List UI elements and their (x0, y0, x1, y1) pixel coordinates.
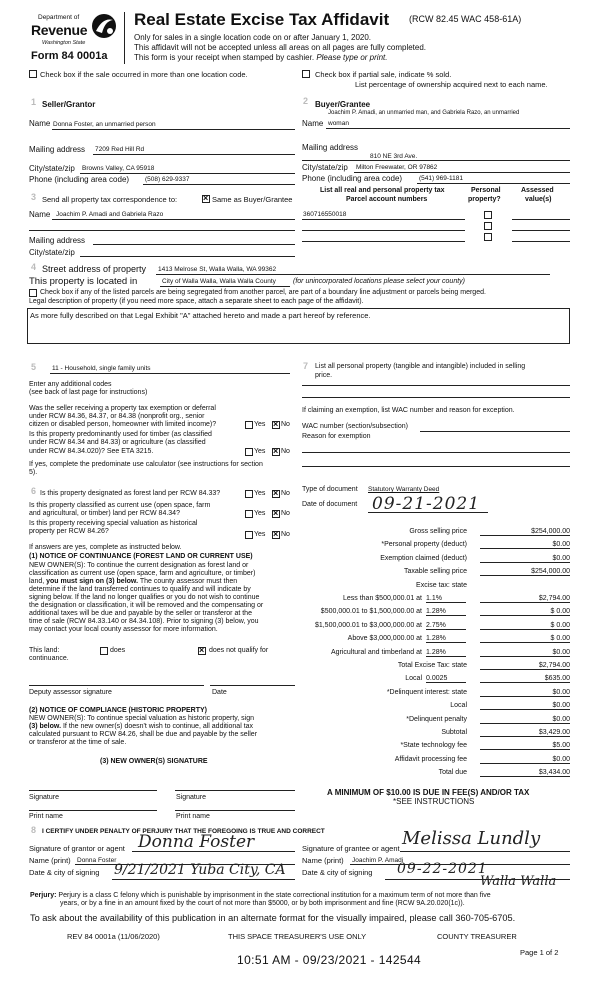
notice2-line2a: (3) below. (29, 723, 62, 730)
calc-row-label: Local (450, 702, 467, 710)
section-number-4: 4 (31, 262, 37, 272)
seller-name-label: Name (29, 119, 51, 128)
assessed-value-1[interactable] (512, 219, 570, 220)
street-field[interactable]: 1413 Melrose St, Walla Walla, WA 99362 (158, 266, 277, 273)
calc-row (302, 555, 572, 565)
partial-sale-label-2: List percentage of ownership acquired next to each name. (355, 80, 548, 89)
calc-row-value[interactable]: $0.00 (480, 555, 570, 563)
treasurer-use-label: THIS SPACE TREASURER'S USE ONLY (228, 932, 367, 941)
correspondence-city-field[interactable] (80, 256, 295, 257)
personal-label-1: List all personal property (tangible and intangible) included in selling (315, 363, 526, 370)
document-date-field[interactable]: 09-21-2021 (372, 494, 481, 514)
calc-row-label: Local (405, 675, 422, 683)
notice2-line1: NEW OWNER(S): To continue special valuation as historic property, sign (29, 715, 254, 722)
segregated-checkbox[interactable] (29, 289, 37, 297)
calc-row-value[interactable]: $0.00 (480, 689, 570, 697)
buyer-name-label: Name (302, 119, 324, 128)
new-owner-signature-title: (3) NEW OWNER(S) SIGNATURE (100, 758, 208, 765)
calc-row (302, 582, 572, 592)
continuance-label: continuance. (29, 655, 69, 662)
current-use-q-1: Is this property classified as current use (open space, farm (29, 502, 211, 509)
calc-row-label: Above $3,000,000.00 at (347, 635, 422, 643)
timber-yes-checkbox[interactable] (245, 448, 253, 456)
parcel-line-3[interactable] (302, 241, 465, 242)
perjury-line1 (30, 892, 491, 899)
calc-row-value[interactable]: $2,794.00 (480, 595, 570, 603)
new-owner-signature-1[interactable] (29, 790, 157, 791)
wac-label: WAC number (section/subsection) (302, 423, 408, 430)
calc-row-rate: 0.0025 (426, 675, 466, 683)
correspondence-extra-line (29, 230, 295, 231)
header-divider (124, 12, 125, 64)
seller-city-line (80, 173, 295, 174)
location-select-line (160, 286, 290, 287)
legal-description-text: As more fully described on that Legal Exhibit "A" attached hereto and made a part hereof by reference. (30, 311, 371, 320)
partial-sale-checkbox[interactable] (302, 70, 310, 78)
revision-label: REV 84 0001a (11/06/2020) (67, 932, 160, 941)
correspondence-name-field[interactable]: Joachim P. Amadi and Gabriela Razo (56, 211, 164, 218)
legal-label: Legal description of property (if you need more space, attach a separate sheet to each page of the affidavit). (29, 298, 364, 305)
calc-row (302, 595, 572, 605)
buyer-name-field-2[interactable]: woman (328, 120, 349, 127)
header-line1: Only for sales in a single location code on or after January 1, 2020. (134, 33, 372, 42)
deputy-signature-label: Deputy assessor signature (29, 689, 112, 696)
new-owner-print-1[interactable] (29, 810, 157, 811)
calc-row-value[interactable]: $0.00 (480, 702, 570, 710)
calc-row (302, 756, 572, 766)
calc-row (302, 622, 572, 632)
notice1-line8: time of sale (RCW 84.33.140 or 84.34.108). Prior to signing (3) below, you (29, 618, 259, 625)
street-label: Street address of property (42, 264, 147, 274)
page-number: Page 1 of 2 (520, 948, 559, 957)
grantee-date-label: Date & city of signing (302, 868, 373, 877)
calc-row-value[interactable]: $0.00 (480, 716, 570, 724)
section-number-8: 8 (31, 825, 37, 835)
buyer-name-field-1[interactable]: Joachim P. Amadi, an unmarried man, and Gabriela Razo, an unmarried (328, 110, 520, 116)
q-calculator-1: If yes, complete the predominate use calculator (see instructions for section (29, 461, 263, 468)
land-does-not-checkbox[interactable] (198, 647, 206, 655)
print-name-label-1: Print name (29, 813, 63, 820)
document-type-field[interactable]: Statutory Warranty Deed (368, 486, 440, 493)
calc-row (302, 662, 572, 672)
seller-city-label: City/state/zip (29, 164, 75, 173)
grantee-date-field[interactable]: 09-22-2021 (397, 861, 488, 877)
calc-row-value[interactable]: $3,434.00 (480, 769, 570, 777)
notice-compliance-title: (2) NOTICE OF COMPLIANCE (HISTORIC PROPERTY) (29, 707, 207, 714)
notice1-line5: signing below. If the land no longer qualifies or you do not wish to continue (29, 594, 260, 601)
calc-row-label: *Delinquent interest: state (386, 688, 467, 696)
buyer-mail-field[interactable]: 810 NE 3rd Ave. (370, 153, 418, 160)
personal-property-field-1[interactable] (302, 385, 570, 386)
timber-yes-label: Yes (254, 448, 266, 455)
legal-description-field[interactable] (27, 308, 570, 344)
seller-name-line (52, 129, 295, 130)
q-timber-3: under RCW 84.34.020)? See ETA 3215. (29, 448, 154, 455)
calc-row (302, 649, 572, 659)
seller-mail-line (93, 154, 295, 155)
personal-property-checkbox-1[interactable] (484, 211, 492, 219)
document-date-line (368, 512, 488, 513)
q-calculator-2: 5). (29, 469, 38, 476)
exemption-label: If claiming an exemption, list WAC number and reason for exception. (302, 407, 515, 414)
forest-no-label: No (281, 490, 290, 497)
calc-row-rate: 1.28% (426, 608, 466, 616)
exemption-yes-label: Yes (254, 421, 266, 428)
signature-label-2: Signature (176, 794, 206, 801)
correspondence-name-line (52, 219, 295, 220)
calc-row (302, 742, 572, 752)
calc-row (302, 675, 572, 685)
timber-no-checkbox[interactable] (272, 448, 280, 456)
calc-row-value[interactable]: $ 0.00 (480, 608, 570, 616)
assessed-value-3[interactable] (512, 241, 570, 242)
deputy-date-label: Date (212, 689, 227, 696)
current-use-no-checkbox[interactable] (272, 510, 280, 518)
section-number-1: 1 (31, 97, 37, 107)
land-use-line (50, 373, 290, 374)
buyer-city-label: City/state/zip (302, 163, 348, 172)
q-exemption-3: citizen or disabled person, homeowner with limited income)? (29, 421, 217, 428)
reason-label: Reason for exemption (302, 433, 371, 440)
additional-codes-label-2: (see back of last page for instructions) (29, 389, 148, 396)
document-date-label: Date of document (302, 501, 358, 508)
new-owner-print-2[interactable] (175, 810, 295, 811)
parcel-col-header-2: Personal (471, 187, 501, 194)
located-hint: (for unincorporated locations please select your county) (293, 278, 465, 285)
perjury-line2: years, or by a fine in an amount fixed by the court of not more than $5000, or by both imprisonment and fine (RCW 9A.20.020(1c)). (60, 900, 465, 907)
buyer-phone-field[interactable]: (541) 969-1181 (419, 175, 463, 182)
grantee-name-field[interactable]: Joachim P. Amadi (352, 857, 404, 864)
notice2-line2 (29, 723, 253, 730)
parcel-number-1[interactable]: 360716550018 (303, 211, 347, 218)
section-number-7: 7 (303, 361, 309, 371)
grantee-signature-field[interactable]: Melissa Lundly (402, 828, 541, 849)
historic-no-checkbox[interactable] (272, 531, 280, 539)
located-label: This property is located in (29, 276, 138, 287)
calc-row-label: *Personal property (deduct) (381, 541, 467, 549)
historic-yes-label: Yes (254, 531, 266, 538)
seller-phone-line (143, 184, 295, 185)
new-owner-signature-2[interactable] (175, 790, 295, 791)
perjury-label: Perjury: (30, 892, 57, 899)
correspondence-city-label: City/state/zip (29, 248, 75, 257)
buyer-name-line (326, 128, 570, 129)
personal-label-2: price. (315, 372, 333, 379)
revenue-logo-icon (90, 11, 118, 41)
calc-row-label: Taxable selling price (403, 568, 467, 576)
parcel-col-header-3b: value(s) (525, 196, 552, 203)
forest-yes-checkbox[interactable] (245, 490, 253, 498)
parcel-col-header-1: List all real and personal property tax (320, 187, 445, 194)
grantee-signature-label: Signature of grantee or agent (302, 844, 400, 853)
buyer-phone-label: Phone (including area code) (302, 174, 403, 183)
calc-row (302, 608, 572, 618)
calc-row-rate: 1.28% (426, 649, 466, 657)
header-line3 (134, 53, 387, 62)
notice2-line4: or transferor at the time of sale. (29, 739, 127, 746)
calc-row-label: Total due (438, 769, 467, 777)
calc-row-value[interactable]: $5.00 (480, 742, 570, 750)
grantor-name-label: Name (print) (29, 856, 71, 865)
notice1-line3b: you must sign on (3) below. (46, 578, 139, 585)
q-exemption-1: Was the seller receiving a property tax exemption or deferral (29, 405, 216, 412)
calc-row-value[interactable]: $0.00 (480, 756, 570, 764)
seller-heading: Seller/Grantor (42, 100, 96, 109)
calc-row-value[interactable]: $0.00 (480, 541, 570, 549)
parcel-line-2[interactable] (302, 230, 465, 231)
treasurer-stamp: 10:51 AM - 09/23/2021 - 142544 (237, 953, 422, 967)
segregated-label: Check box if any of the listed parcels are being segregated from another parcel, are part of a boundary line adjustment or parcels being merged. (40, 289, 486, 296)
assessed-value-2[interactable] (512, 230, 570, 231)
agency-line1: Department of (38, 14, 80, 21)
header-line3-b: Please type or print. (316, 53, 388, 62)
buyer-heading: Buyer/Grantee (315, 100, 371, 109)
county-treasurer-label: COUNTY TREASURER (437, 932, 517, 941)
seller-mail-field[interactable]: 7209 Red Hill Rd (95, 146, 145, 153)
historic-q-1: Is this property receiving special valuation as historical (29, 520, 198, 527)
section-number-5: 5 (31, 362, 37, 372)
calc-row-value[interactable]: $2,794.00 (480, 662, 570, 670)
notice2-line2b: If the new owner(s) doesn't wish to continue, all additional tax (62, 723, 254, 730)
seller-phone-field[interactable]: (508) 629-9337 (145, 176, 190, 183)
calc-row (302, 541, 572, 551)
grantor-date-label: Date & city of signing (29, 868, 100, 877)
grantee-city-field[interactable]: Walla Walla (480, 874, 557, 889)
deputy-date-field[interactable] (210, 685, 295, 686)
grantor-date-line (112, 879, 295, 880)
land-does-label: does (110, 647, 126, 654)
exemption-no-label: No (281, 421, 290, 428)
buyer-mail-line (302, 160, 570, 161)
reason-field-2[interactable] (302, 466, 570, 467)
q-timber-1: Is this property predominantly used for timber (as classified (29, 431, 212, 438)
visually-impaired-notice: To ask about the availability of this publication in an alternate format for the visually impaired, please call 360-705-6705. (30, 913, 516, 923)
exemption-no-checkbox[interactable] (272, 421, 280, 429)
calc-row-label: Total Excise Tax: state (397, 662, 467, 669)
forest-q1: Is this property designated as forest land per RCW 84.33? (40, 490, 221, 497)
q-exemption-2: under RCW 84.36, 84.37, or 84.38 (nonprofit org., senior (29, 413, 205, 420)
calc-row-label: Exemption claimed (deduct) (380, 554, 467, 562)
seller-mail-label: Mailing address (29, 145, 86, 154)
print-name-label-2: Print name (176, 813, 210, 820)
reason-field-1[interactable] (302, 452, 570, 453)
calc-row (302, 528, 572, 538)
minimum-due-notice: A MINIMUM OF $10.00 IS DUE IN FEE(S) AND/OR TAX (327, 788, 530, 797)
multi-location-label: Check box if the sale occurred in more than one location code. (40, 70, 248, 79)
notice1-line1: NEW OWNER(S): To continue the current designation as forest land or (29, 562, 249, 569)
calc-row-label: *Delinquent penalty (406, 715, 467, 723)
notice2-line3: calculated pursuant to RCW 84.26, shall be due and payable by the seller (29, 731, 258, 738)
certify-title: I CERTIFY UNDER PENALTY OF PERJURY THAT THE FOREGOING IS TRUE AND CORRECT (42, 828, 325, 835)
correspondence-name-label: Name (29, 210, 51, 219)
street-line (156, 274, 550, 275)
multi-location-checkbox[interactable] (29, 70, 37, 78)
calc-row (302, 568, 572, 578)
calc-row (302, 769, 572, 779)
personal-property-checkbox-2[interactable] (484, 222, 492, 230)
wac-field[interactable] (420, 431, 570, 432)
historic-yes-checkbox[interactable] (245, 531, 253, 539)
notice1-line4: determine if the land transferred continues to qualify and will indicate by (29, 586, 251, 593)
calc-row-value[interactable]: $0.00 (480, 649, 570, 657)
this-land-label: This land: (29, 647, 60, 654)
section-number-6: 6 (31, 486, 37, 496)
section-number-2: 2 (303, 96, 309, 106)
correspondence-mail-label: Mailing address (29, 236, 86, 245)
buyer-phone-line (417, 183, 570, 184)
historic-q-2: property per RCW 84.26? (29, 528, 109, 535)
notice1-line2: classification as current use (open space, farm and agriculture, or timber) (29, 570, 256, 577)
calc-row-value[interactable]: $ 0.00 (480, 622, 570, 630)
calc-row (302, 716, 572, 726)
grantor-signature-line (132, 851, 295, 852)
parcel-col-header-1b: Parcel account numbers (346, 196, 428, 203)
current-use-no-label: No (281, 510, 290, 517)
perjury-text-1: Perjury is a class C felony which is punishable by imprisonment in the state correctional institution for a maximum term of not more than five (58, 892, 491, 899)
notice1-line9: may contact your local county assessor for more information. (29, 626, 218, 633)
calc-row-label: Affidavit processing fee (394, 755, 467, 763)
calc-row (302, 729, 572, 739)
calc-row-rate: 1.1% (426, 595, 466, 603)
calc-row (302, 635, 572, 645)
grantor-signature-label: Signature of grantor or agent (29, 844, 125, 853)
complete-instructions: If answers are yes, complete as instructed below. (29, 544, 182, 551)
notice1-line3a: land, (29, 578, 45, 585)
seller-phone-label: Phone (including area code) (29, 175, 130, 184)
notice-continuance-title: (1) NOTICE OF CONTINUANCE (FOREST LAND OR CURRENT USE) (29, 553, 253, 560)
form-title: Real Estate Excise Tax Affidavit (134, 10, 390, 29)
partial-sale-label: Check box if partial sale, indicate % sold. (315, 70, 452, 79)
exemption-yes-checkbox[interactable] (245, 421, 253, 429)
forest-no-checkbox[interactable] (272, 490, 280, 498)
current-use-yes-checkbox[interactable] (245, 510, 253, 518)
parcel-col-header-3: Assessed (521, 187, 554, 194)
grantee-signature-line (400, 851, 570, 852)
signature-label-1: Signature (29, 794, 59, 801)
document-type-label: Type of document (302, 486, 358, 493)
grantor-name-field[interactable]: Donna Foster (77, 857, 117, 864)
buyer-mail-label: Mailing address (302, 143, 359, 152)
location-select[interactable]: City of Walla Walla, Walla Walla County (162, 278, 276, 285)
q-timber-2: under RCW 84.34 and 84.33) or agriculture (as classified (29, 439, 206, 446)
buyer-city-line (354, 172, 570, 173)
personal-property-checkbox-3[interactable] (484, 233, 492, 241)
correspondence-mail-field[interactable] (93, 244, 295, 245)
deputy-signature-field[interactable] (29, 685, 204, 686)
land-use-code-select[interactable]: 11 - Household, single family units (52, 365, 151, 372)
grantor-date-field[interactable]: 9/21/2021 Yuba City, CA (114, 862, 286, 878)
notice1-line3c: The county assessor must then (139, 578, 238, 585)
agency-name: Revenue (31, 22, 88, 38)
calc-row-label: Less than $500,000.01 at (342, 595, 422, 602)
current-use-q-2: and agricultural, or timber) land per RCW 84.34? (29, 510, 180, 517)
parcel-col-header-2b: property? (468, 196, 501, 203)
calc-row-label: Excise tax: state (416, 581, 467, 589)
calc-row-value[interactable]: $254,000.00 (480, 528, 570, 536)
current-use-yes-label: Yes (254, 510, 266, 517)
calc-row-value[interactable]: $254,000.00 (480, 568, 570, 576)
timber-no-label: No (281, 448, 290, 455)
seller-city-field[interactable]: Browns Valley, CA 95918 (82, 165, 155, 172)
calc-row-value[interactable]: $ 0.00 (480, 635, 570, 643)
calc-row-value[interactable]: $635.00 (480, 675, 570, 683)
calc-row-label: Gross selling price (409, 528, 467, 535)
additional-codes-label: Enter any additional codes (29, 381, 112, 388)
see-instructions: *SEE INSTRUCTIONS (393, 797, 475, 806)
form-number: Form 84 0001a (31, 50, 108, 62)
form-statute: (RCW 82.45 WAC 458-61A) (409, 14, 522, 24)
personal-property-field-2[interactable] (302, 397, 570, 398)
calc-row (302, 702, 572, 712)
parcel-line-1 (302, 219, 465, 220)
correspondence-label: Send all property tax correspondence to: (42, 195, 178, 204)
buyer-city-field[interactable]: Milton Freewater, OR 97862 (356, 164, 438, 171)
same-as-buyer-checkbox[interactable] (202, 195, 210, 203)
same-as-buyer-label: Same as Buyer/Grantee (212, 195, 293, 204)
forest-yes-label: Yes (254, 490, 266, 497)
historic-no-label: No (281, 531, 290, 538)
seller-name-field[interactable]: Donna Foster, an unmarried person (53, 121, 156, 128)
calc-row-rate: 1.28% (426, 635, 466, 643)
calc-row (302, 689, 572, 699)
notice1-line6: the designation or classification, it will be removed and the compensating or (29, 602, 264, 609)
calc-row-label: *State technology fee (400, 742, 467, 750)
land-does-checkbox[interactable] (100, 647, 108, 655)
grantor-signature-field[interactable]: Donna Foster (138, 832, 255, 852)
agency-state: Washington State (42, 40, 86, 46)
calc-row-label: Subtotal (441, 729, 467, 736)
section-number-3: 3 (31, 192, 37, 202)
calc-row-label: $1,500,000.01 to $3,000,000.00 at (314, 621, 422, 629)
header-line3-a: This form is your receipt when stamped by cashier. (134, 53, 315, 62)
calc-row-rate: 2.75% (426, 622, 466, 630)
calc-row-value[interactable]: $3,429.00 (480, 729, 570, 737)
grantee-name-label: Name (print) (302, 856, 344, 865)
calc-row-label: $500,000.01 to $1,500,000.00 at (320, 608, 422, 616)
notice1-line7: additional taxes will be due and payable by the seller or transferor at the (29, 610, 252, 617)
header-line2: This affidavit will not be accepted unless all areas on all pages are fully completed. (134, 43, 427, 52)
calc-row-label: Agricultural and timberland at (330, 648, 422, 656)
notice1-line3 (29, 578, 237, 585)
land-does-not-label: does not qualify for (209, 647, 269, 654)
